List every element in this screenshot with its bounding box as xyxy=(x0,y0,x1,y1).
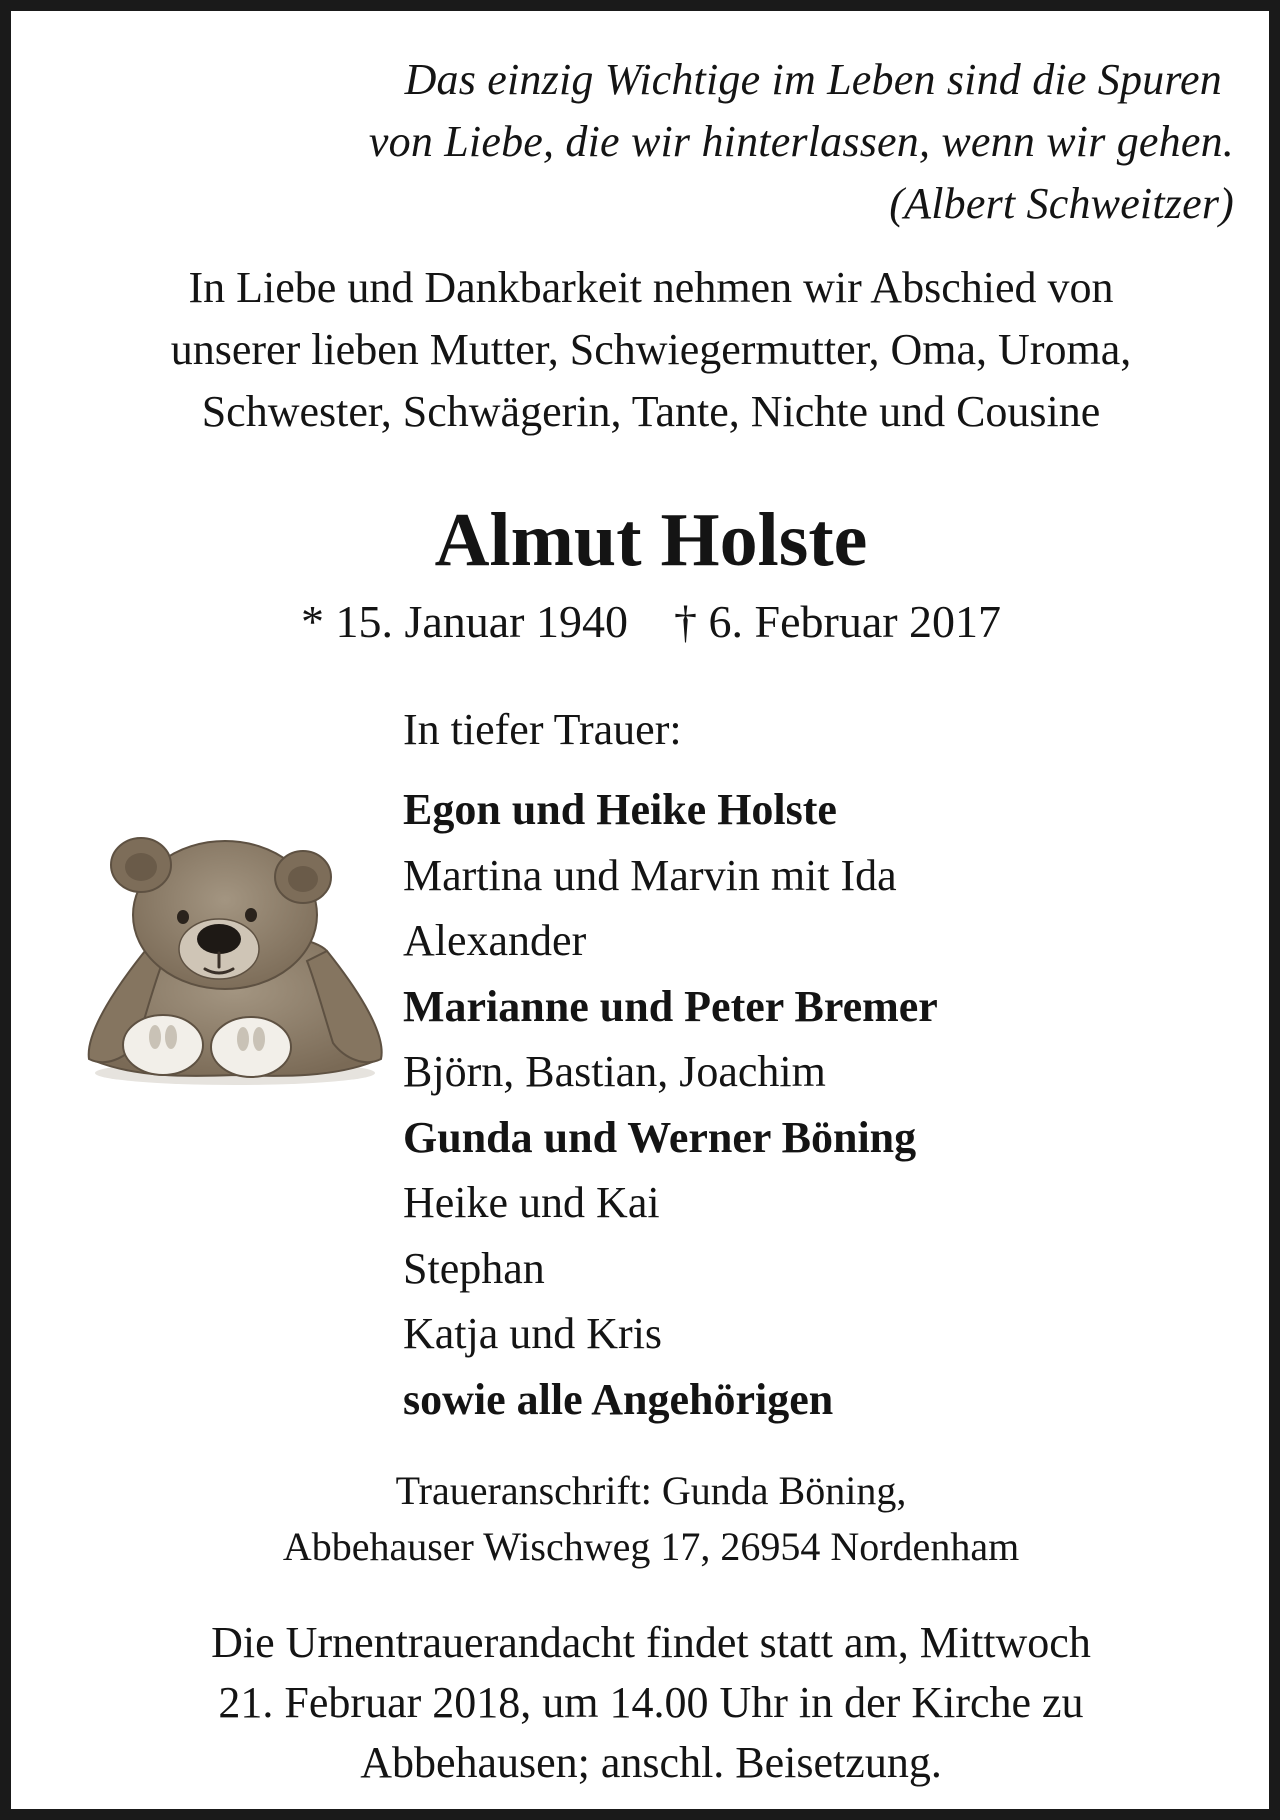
mourner-row: Marianne und Peter Bremer xyxy=(403,981,938,1031)
quote-block xyxy=(369,49,1234,235)
mourner-row: Egon und Heike Holste xyxy=(403,785,837,834)
life-dates xyxy=(11,591,1280,653)
mourner-row: Björn, Bastian, Joachim xyxy=(403,1047,826,1096)
mourners-heading: In tiefer Trauer: xyxy=(403,705,682,754)
mourner-row: Heike und Kai xyxy=(403,1178,660,1227)
quote-author: (Albert Schweitzer) xyxy=(889,179,1234,228)
quote-line-1: Das einzig Wichtige im Leben sind die Spuren xyxy=(404,55,1222,104)
address-line-1: Traueranschrift: Gunda Böning, xyxy=(395,1468,907,1513)
deceased-name: Almut Holste xyxy=(434,498,868,582)
mourner-row: Katja und Kris xyxy=(403,1309,663,1358)
mourner-row: Martina und Marvin mit Ida xyxy=(403,850,897,900)
service-line-3: Abbehausen; anschl. Beisetzung. xyxy=(360,1738,942,1787)
mourner-row: sowie alle Angehörigen xyxy=(403,1374,834,1424)
birth-date: * 15. Januar 1940 xyxy=(300,596,628,647)
intro-line-2: unserer lieben Mutter, Schwiegermutter, Oma, Uroma, xyxy=(170,325,1132,374)
intro-line-3: Schwester, Schwägerin, Tante, Nichte und Cousine xyxy=(201,387,1101,436)
mourner-row: Gunda und Werner Böning xyxy=(403,1112,917,1162)
address-line-2: Abbehauser Wischweg 17, 26954 Nordenham xyxy=(282,1524,1020,1569)
service-line-2: 21. Februar 2018, um 14.00 Uhr in der Kirche zu xyxy=(218,1678,1084,1727)
condolence-address xyxy=(11,1463,1280,1575)
mourner-row: Alexander xyxy=(403,916,587,965)
intro-line-1: In Liebe und Dankbarkeit nehmen wir Abschied von xyxy=(188,263,1114,312)
teddy-bear-icon xyxy=(75,831,395,1091)
service-line-1: Die Urnentrauerandacht findet statt am, Mittwoch xyxy=(211,1618,1091,1667)
service-info xyxy=(11,1613,1280,1793)
intro-text xyxy=(11,257,1280,443)
death-date: † 6. Februar 2017 xyxy=(674,596,1002,647)
mourner-row: Stephan xyxy=(403,1243,545,1293)
mourners-list xyxy=(403,699,938,1432)
quote-line-2: von Liebe, die wir hinterlassen, wenn wir gehen. xyxy=(368,117,1234,166)
